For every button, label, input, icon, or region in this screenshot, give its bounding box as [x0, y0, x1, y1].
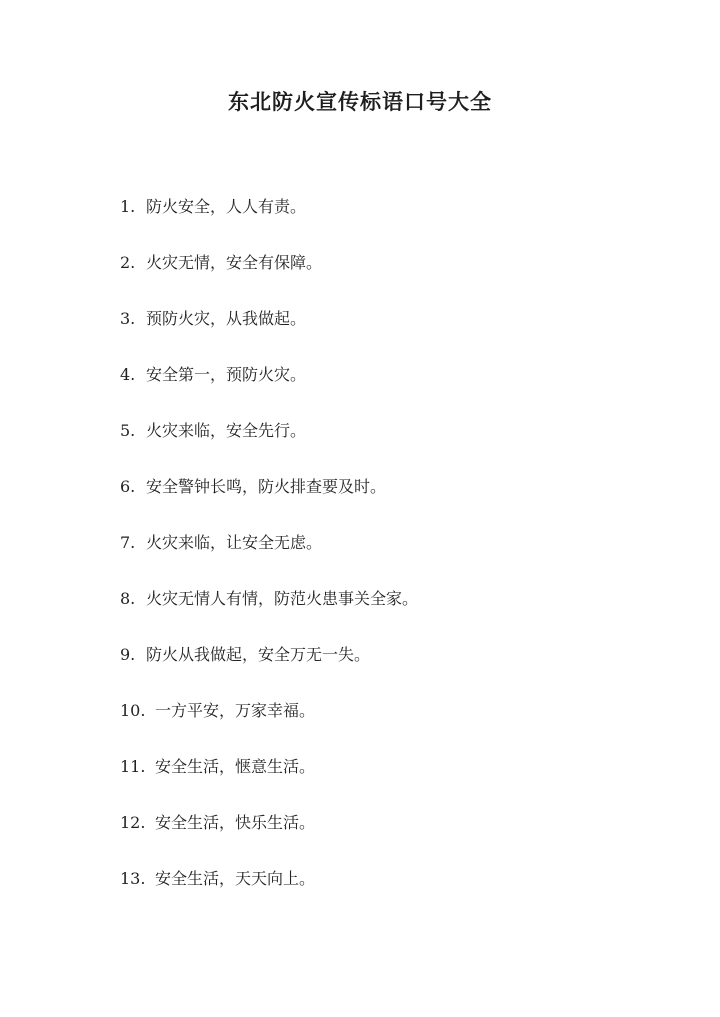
list-item — [120, 475, 418, 531]
document-title: 东北防火宣传标语口号大全 — [228, 89, 492, 114]
item-text: 火灾来临，让安全无虑。 — [146, 533, 323, 552]
item-text: 一方平安，万家幸福。 — [155, 701, 316, 720]
slogan-list — [120, 195, 418, 923]
list-item — [120, 811, 418, 867]
item-number: 6. — [120, 477, 136, 496]
list-item — [120, 587, 418, 643]
item-text: 安全生活，快乐生活。 — [155, 813, 316, 832]
item-text: 防火从我做起，安全万无一失。 — [146, 645, 371, 664]
list-item — [120, 867, 418, 923]
item-number: 8. — [120, 589, 136, 608]
item-text: 安全生活，天天向上。 — [155, 869, 316, 888]
item-number: 3. — [120, 309, 136, 328]
list-item — [120, 419, 418, 475]
item-number: 12. — [120, 813, 146, 832]
item-text: 安全生活，惬意生活。 — [155, 757, 316, 776]
item-number: 7. — [120, 533, 136, 552]
list-item — [120, 755, 418, 811]
item-text: 火灾无情人有情，防范火患事关全家。 — [146, 589, 419, 608]
list-item — [120, 251, 418, 307]
list-item — [120, 195, 418, 251]
item-number: 5. — [120, 421, 136, 440]
item-text: 安全第一，预防火灾。 — [146, 365, 307, 384]
item-text: 安全警钟长鸣，防火排查要及时。 — [146, 477, 387, 496]
item-number: 13. — [120, 869, 146, 888]
list-item — [120, 643, 418, 699]
item-number: 1. — [120, 197, 136, 216]
item-number: 11. — [120, 757, 146, 776]
item-text: 防火安全，人人有责。 — [146, 197, 307, 216]
item-number: 9. — [120, 645, 136, 664]
item-number: 2. — [120, 253, 136, 272]
item-number: 4. — [120, 365, 136, 384]
list-item — [120, 307, 418, 363]
item-text: 预防火灾，从我做起。 — [146, 309, 307, 328]
item-number: 10. — [120, 701, 146, 720]
item-text: 火灾来临，安全先行。 — [146, 421, 307, 440]
item-text: 火灾无情，安全有保障。 — [146, 253, 323, 272]
list-item — [120, 531, 418, 587]
list-item — [120, 363, 418, 419]
list-item — [120, 699, 418, 755]
